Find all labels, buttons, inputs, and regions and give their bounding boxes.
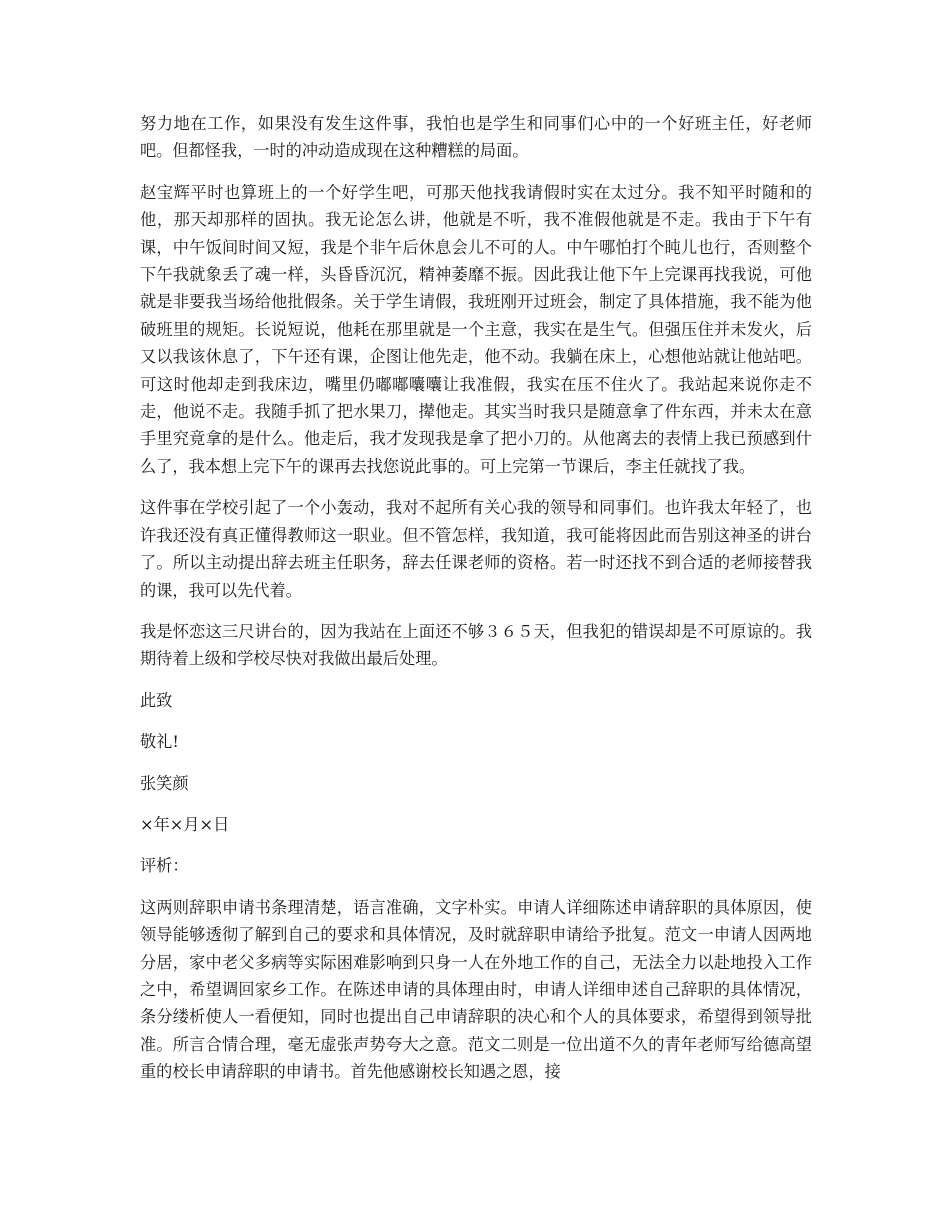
salutation-jingli: 敬礼!	[140, 732, 179, 752]
commentary-heading: 评析：	[140, 856, 189, 876]
signature-name: 张笑颜	[140, 773, 189, 793]
signature-date: ×年×月×日	[140, 814, 230, 834]
commentary-paragraph: 这两则辞职申请书条理清楚，语言准确，文字朴实。申请人详细陈述申请辞职的具体原因，使领导能够透彻了解到自己的要求和具体情况，及时就辞职申请给予批复。范文一申请人因两地分居，家中老父多病等实际困难影响到只身一人在外地工作的自己，无法全力以赴地投入工作之中，希望调回家乡工作。在陈述申请的具体理由时，申请人详细申述自己辞职的具体情况，条分缕析使人一看便知，同时也提出自己申请辞职的决心和个人的具体要求，希望得到领导批准。所言合情合理，毫无虚张声势夸大之意。范文二则是一位出道不久的青年老师写给德高望重的校长申请辞职的申请书。首先他感谢校长知遇之恩，接	[140, 897, 812, 1082]
salutation-cizhi: 此致	[140, 690, 173, 710]
paragraph-closing-wish: 我是怀恋这三尺讲台的，因为我站在上面还不够３６５天，但我犯的错误却是不可原谅的。我期待着上级和学校尽快对我做出最后处理。	[140, 621, 812, 669]
paragraph-incident: 赵宝辉平时也算班上的一个好学生吧，可那天他找我请假时实在太过分。我不知平时随和的他，那天却那样的固执。我无论怎么讲，他就是不听，我不准假他就是不走。我由于下午有课，中午饭间时间又短，我是个非午后休息会儿不可的人。中午哪怕打个盹儿也行，否则整个下午我就象丢了魂一样，头昏昏沉沉，精神萎靡不振。因此我让他下午上完课再找我说，可他就是非要我当场给他批假条。关于学生请假，我班刚开过班会，制定了具体措施，我不能为他破班里的规矩。长说短说，他耗在那里就是一个主意，我实在是生气。但强压住并未发火，后又以我该休息了，下午还有课，企图让他先走，他不动。我躺在床上，心想他站就让他站吧。可这时他却走到我床边，嘴里仍嘟嘟囔囔让我准假，我实在压不住火了。我站起来说你走不走，他说不走。我随手抓了把水果刀，撵他走。其实当时我只是随意拿了件东西，并未太在意手里究竟拿的是什么。他走后，我才发现我是拿了把小刀的。从他离去的表情上我已预感到什么了，我本想上完下午的课再去找您说此事的。可上完第一节课后，李主任就找了我。	[140, 182, 812, 476]
document-body	[140, 110, 812, 1100]
paragraph-resignation: 这件事在学校引起了一个小轰动，我对不起所有关心我的领导和同事们。也许我太年轻了，也许我还没有真正懂得教师这一职业。但不管怎样，我知道，我可能将因此而告别这神圣的讲台了。所以主动提出辞去班主任职务，辞去任课老师的资格。若一时还找不到合适的老师接替我的课，我可以先代着。	[140, 498, 812, 600]
paragraph-work-intro: 努力地在工作，如果没有发生这件事，我怕也是学生和同事们心中的一个好班主任，好老师吧。但都怪我，一时的冲动造成现在这种糟糕的局面。	[140, 114, 812, 161]
